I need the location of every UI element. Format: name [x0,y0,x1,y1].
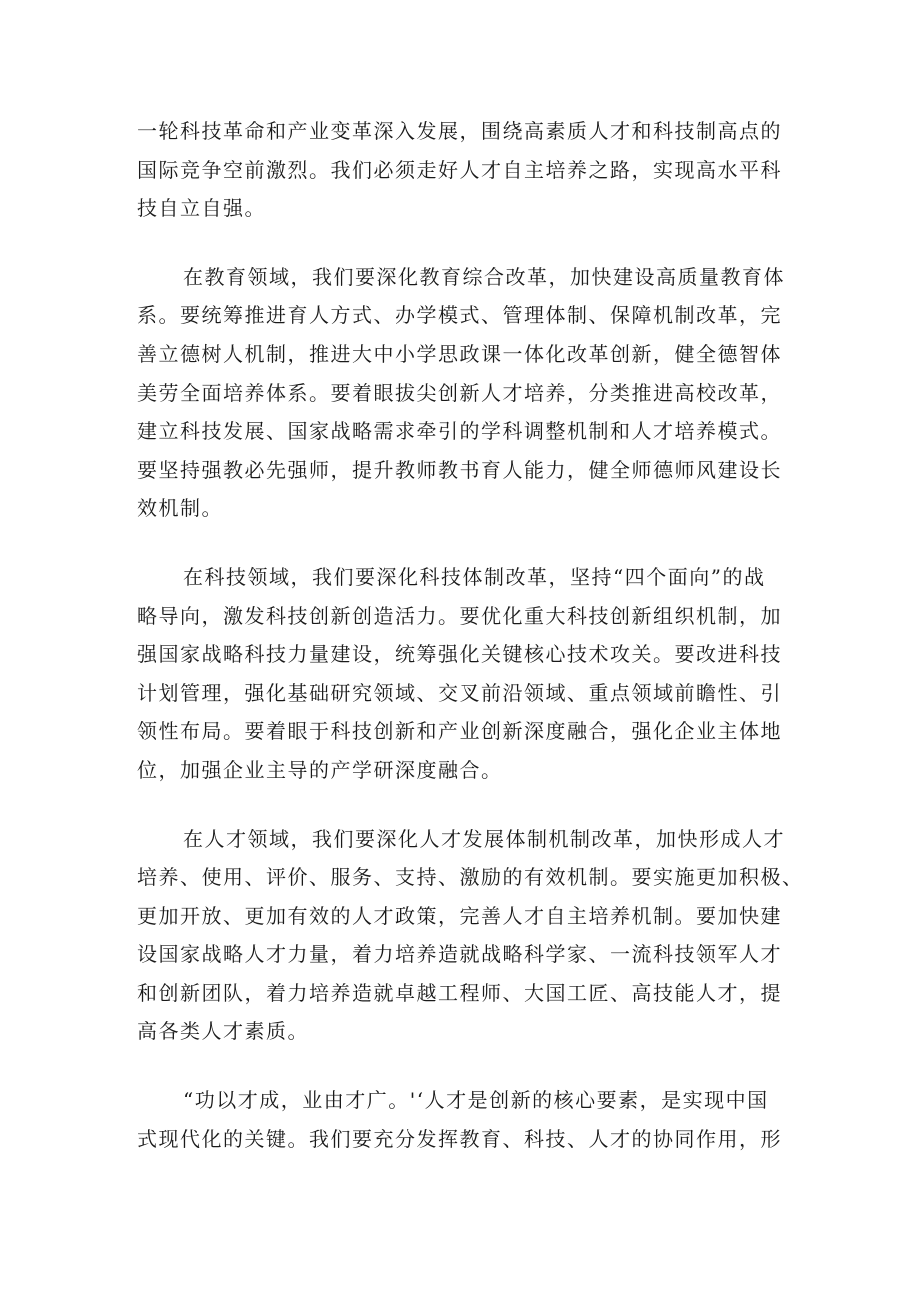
text-line: 一轮科技革命和产业变革深入发展，围绕高素质人才和科技制高点的 [137,119,782,143]
text-line: 在人才领域，我们要深化人才发展体制机制改革，加快形成人才 [183,826,785,851]
paragraph-quote [137,1081,797,1158]
body-text [137,112,804,1158]
text-line: 计划管理，强化基础研究领域、交叉前沿领域、重点领域前瞻性、引 [137,680,782,705]
text-line: 设国家战略人才力量，着力培养造就战略科学家、一流科技领军人才 [137,942,782,967]
text-line: 国际竞争空前激烈。我们必须走好人才自主培养之路，实现高水平科 [137,157,782,182]
text-line: 在科技领域，我们要深化科技体制改革，坚持“四个面向”的战 [183,564,766,589]
text-line: 略导向，激发科技创新创造活力。要优化重大科技创新组织机制，加 [137,603,782,628]
text-line: 要坚持强教必先强师，提升教师教书育人能力，健全师德师风建设长 [137,457,782,482]
paragraph-talent [137,820,804,1052]
text-line: 技自立自强。 [137,196,266,221]
text-line: 更加开放、更加有效的人才政策，完善人才自主培养机制。要加快建 [137,903,782,928]
text-line: 效机制。 [137,496,223,521]
text-line: 在教育领域，我们要深化教育综合改革，加快建设高质量教育体 [183,264,785,289]
text-line: 美劳全面培养体系。要着眼拔尖创新人才培养，分类推进高校改革， [137,380,782,405]
text-line: 培养、使用、评价、服务、支持、激励的有效机制。要实施更加积极、 [137,865,804,890]
paragraph-1 [137,112,797,228]
text-line: 强国家战略科技力量建设，统筹强化关键核心技术攻关。要改进科技 [137,642,782,667]
text-line: 和创新团队，着力培养造就卓越工程师、大国工匠、高技能人才，提 [137,980,782,1005]
text-line: 系。要统筹推进育人方式、办学模式、管理体制、保障机制改革，完 [137,303,782,328]
text-line: 高各类人才素质。 [137,1019,309,1044]
text-line: “功以才成，业由才广。'‘人才是创新的核心要素，是实现中国 [183,1088,769,1113]
paragraph-technology [137,558,797,790]
text-line: 位，加强企业主导的产学研深度融合。 [137,757,503,782]
text-line: 式现代化的关键。我们要充分发挥教育、科技、人才的协同作用，形 [137,1126,782,1151]
text-line: 善立德树人机制，推进大中小学思政课一体化改革创新，健全德智体 [137,341,782,366]
paragraph-education [137,258,797,528]
text-line: 领性布局。要着眼于科技创新和产业创新深度融合，强化企业主体地 [137,719,782,744]
text-line: 建立科技发展、国家战略需求牵引的学科调整机制和人才培养模式。 [137,419,782,444]
